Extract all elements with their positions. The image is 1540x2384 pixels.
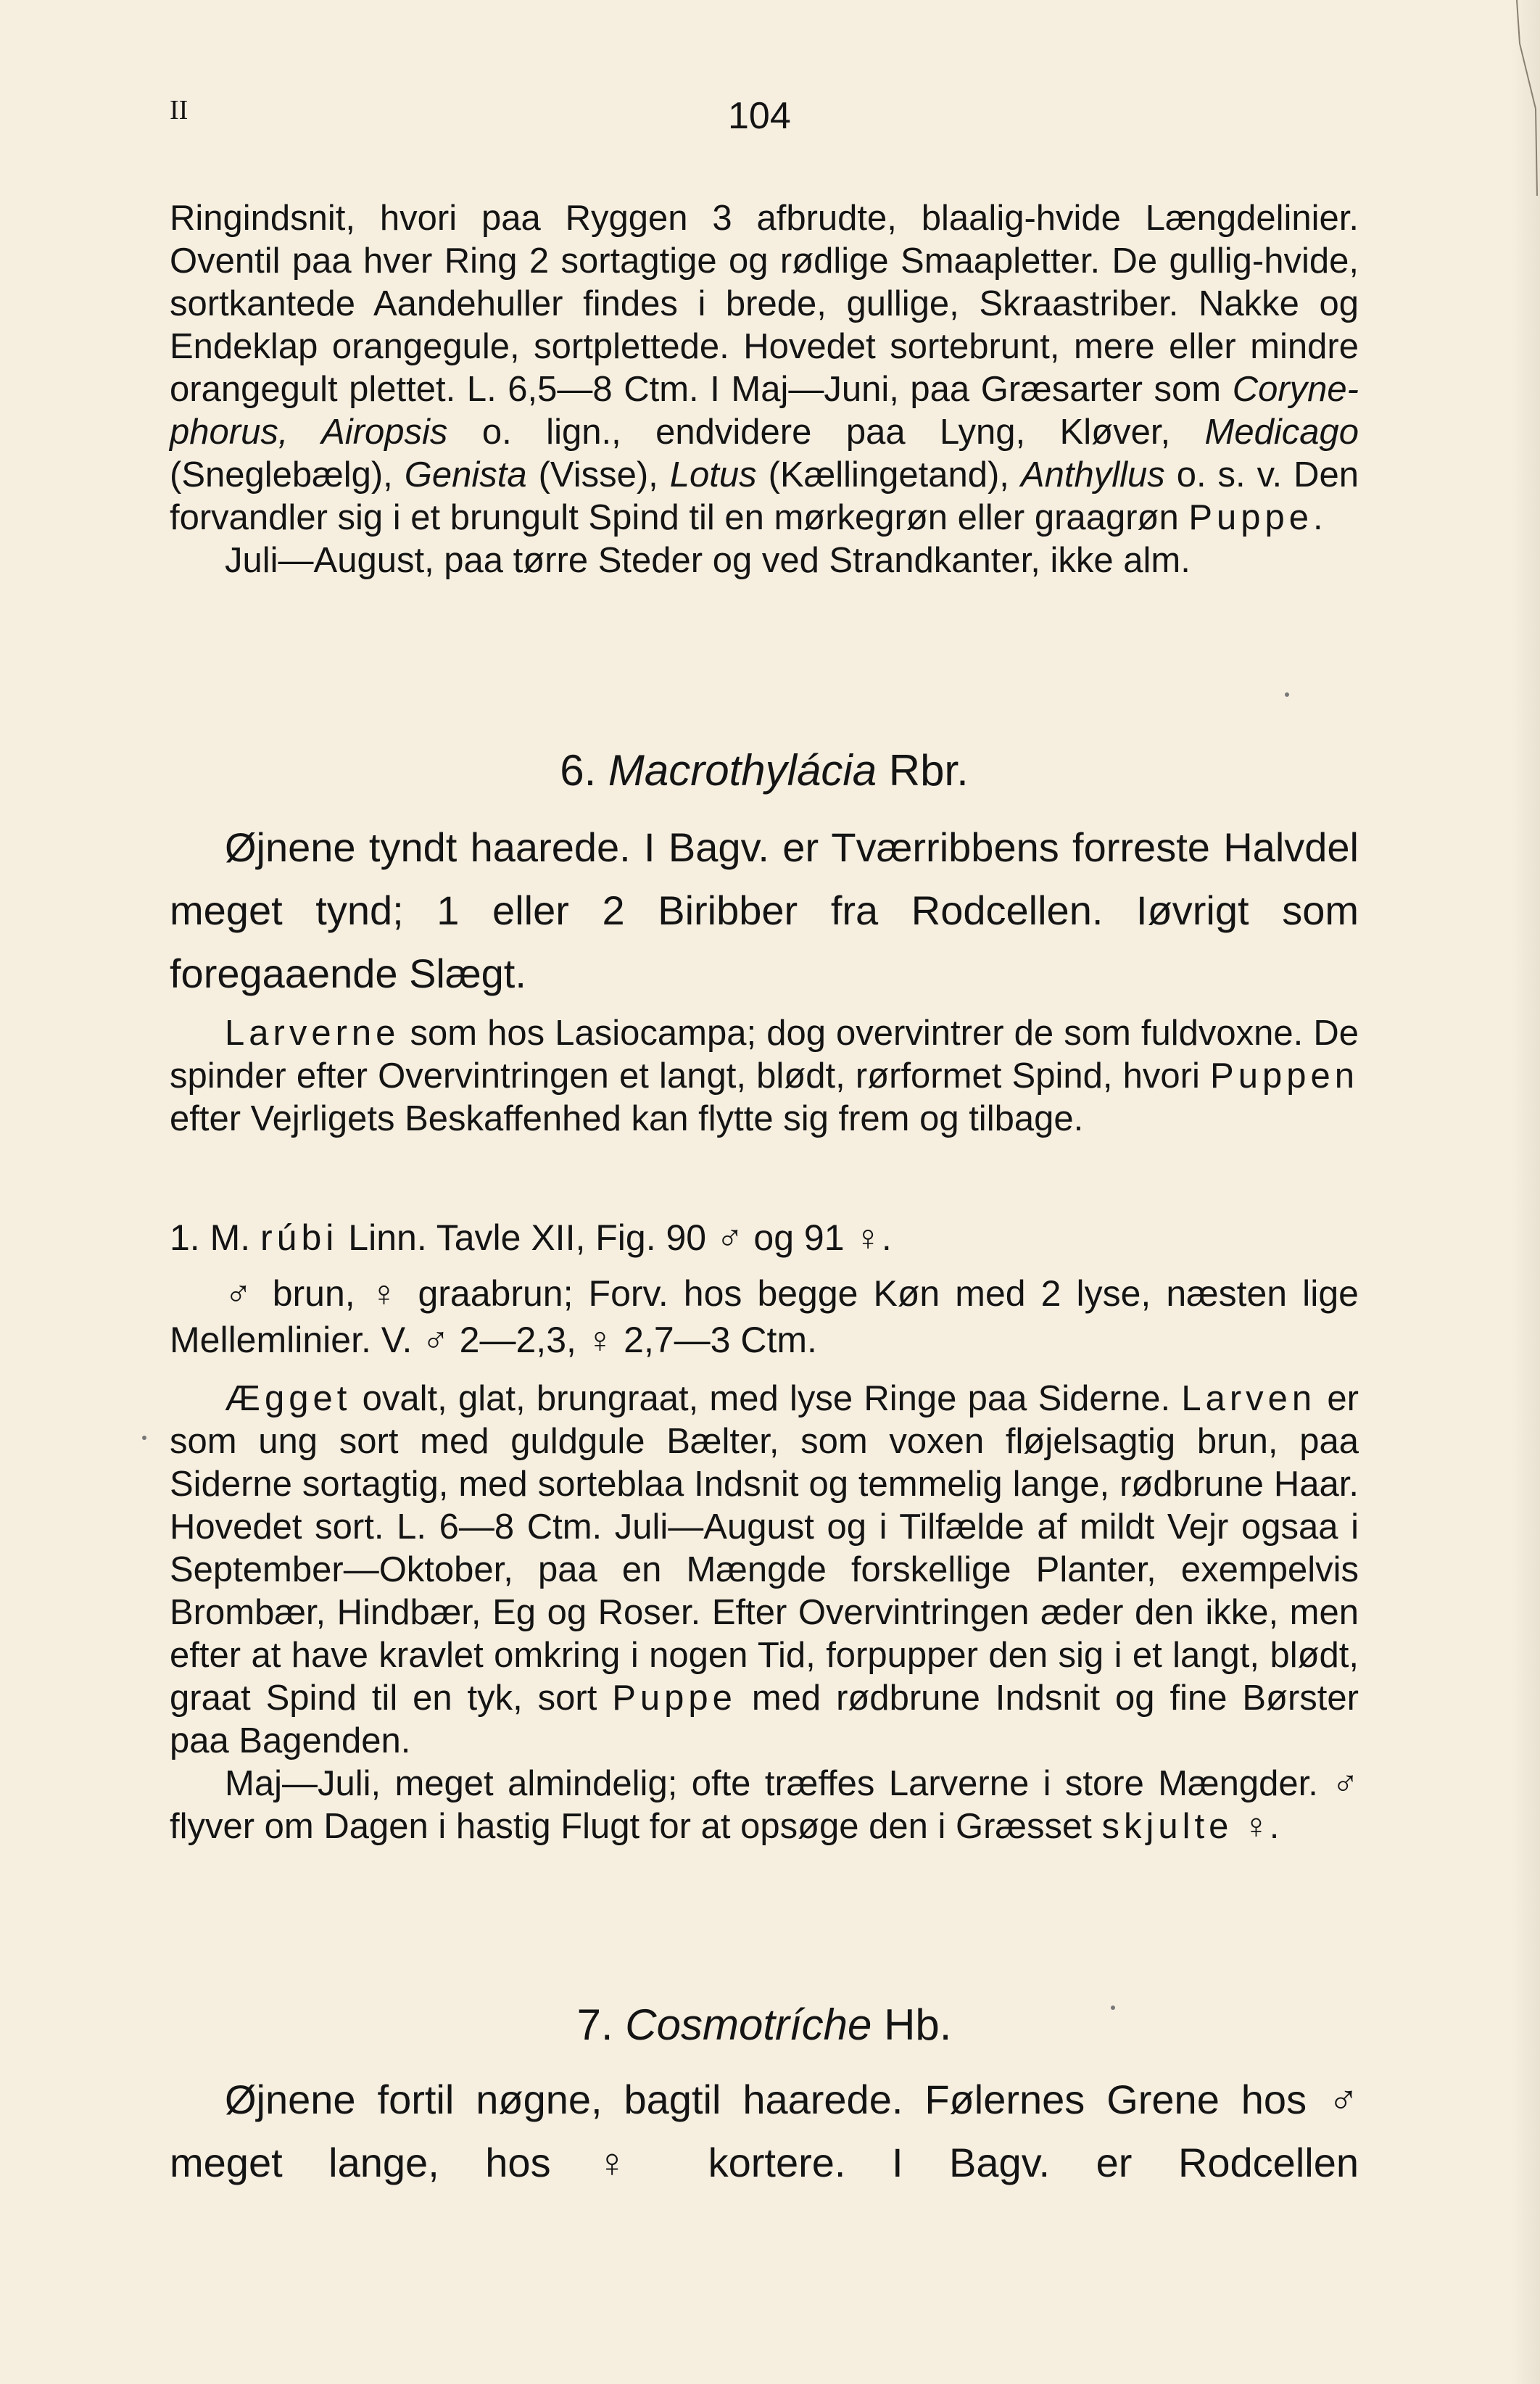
genus-description-cosmotriche: Øjnene fortil nøgne, bagtil haarede. Følernes Grene hos ♂ meget lange, hos ♀ kortere. I Bagv. er Rodcellen (170, 2077, 1359, 2185)
genus-description: Øjnene tyndt haarede. I Bagv. er Tværribbens forreste Halvdel meget tynd; 1 eller 2 Biribber fra Rodcellen. Iøvrigt som foregaaende Slægt. (170, 824, 1359, 996)
larva-description: Ringindsnit, hvori paa Ryggen 3 afbrudte, blaalig-hvide Længdelinier. Oventil paa hver Ring 2 sortagtige og rødlige Smaapletter. De gullig-hvide, sortkantede Aandehuller findes i brede, gullige, Skraastriber. Nakke og Endeklap orangegule, sortplettede. Hovedet sortebrunt, mere eller mindre orangegult plettet. L. 6,5—8 Ctm. I Maj—Juni, paa Græsarter som Corynephorus, Airopsis o. lign., endvidere paa Lyng, Kløver, Medicago (Sneglebælg), Genista (Visse), Lotus (Kællingetand), Anthyllus o. s. v. Den forvandler sig i et brungult Spind til en mørkegrøn eller graagrøn Puppe. (170, 199, 1359, 537)
larvae-paragraph: Larverne som hos Lasiocampa; dog overvintrer de som fuldvoxne. De spinder efter Overvintringen et langt, blødt, rørformet Spind, hvori Puppen efter Vejrligets Beskaffenhed kan flytte sig frem og tilbage. (170, 1014, 1359, 1138)
genus-name: Cosmotríche (625, 2000, 872, 2049)
print-speck (1285, 692, 1289, 697)
genus-author: Hb. (884, 2000, 952, 2049)
species-biology: Ægget ovalt, glat, brungraat, med lyse Ringe paa Siderne. Larven er som ung sort med guldgule Bælter, som voxen fløjelsagtig brun, paa Siderne sortagtig, med sorteblaa Indsnit og temmelig lange, rødbrune Haar. Hovedet sort. L. 6—8 Ctm. Juli—August og i Tilfælde af mildt Vejr ogsaa i September—Oktober, paa en Mængde forskellige Planter, exempelvis Brombær, Hindbær, Eg og Roser. Efter Overvintringen æder den ikke, men efter at have kravlet omkring i nogen Tid, forpupper den sig i et langt, blødt, graat Spind til en tyk, sort Puppe med rødbrune Indsnit og fine Børster paa Bagenden. Maj—Juli, meget almindelig; ofte træffes Larverne i store Mængder. ♂ flyver om Dagen i hastig Flugt for at opsøge den i Græsset skjulte ♀. (170, 1378, 1359, 1848)
genus-heading-macrothylacia (170, 745, 1359, 796)
species-title: 1. M. rúbi Linn. Tavle XII, Fig. 90 ♂ og 91 ♀. (170, 1217, 892, 1258)
species-flight: Maj—Juli, meget almindelig; ofte træffes Larverne i store Mængder. ♂ flyver om Dagen i hastig Flugt for at opsøge den i Græsset skjulte ♀. (170, 1764, 1359, 1846)
page-number: 104 (728, 95, 791, 137)
print-speck (1111, 2006, 1115, 2010)
genus-heading-cosmotriche (170, 2000, 1359, 2050)
page-header (170, 94, 1359, 145)
page-edge (1511, 0, 1540, 2384)
genus-name: Macrothylácia (608, 746, 877, 795)
continued-paragraph (170, 197, 1359, 582)
print-speck (142, 1436, 146, 1440)
genus-number: 7. (576, 2000, 613, 2049)
species-description: ♂ brun, ♀ graabrun; Forv. hos begge Køn med 2 lyse, næsten lige Mellemlinier. V. ♂ 2—2,3, ♀ 2,7—3 Ctm. (170, 1273, 1359, 1360)
genus-author: Rbr. (888, 746, 969, 795)
signature-mark: II (170, 95, 189, 125)
genus-number: 6. (560, 746, 597, 795)
flight-time-paragraph: Juli—August, paa tørre Steder og ved Strandkanter, ikke alm. (225, 541, 1191, 580)
page-edge-mark (1511, 0, 1540, 203)
